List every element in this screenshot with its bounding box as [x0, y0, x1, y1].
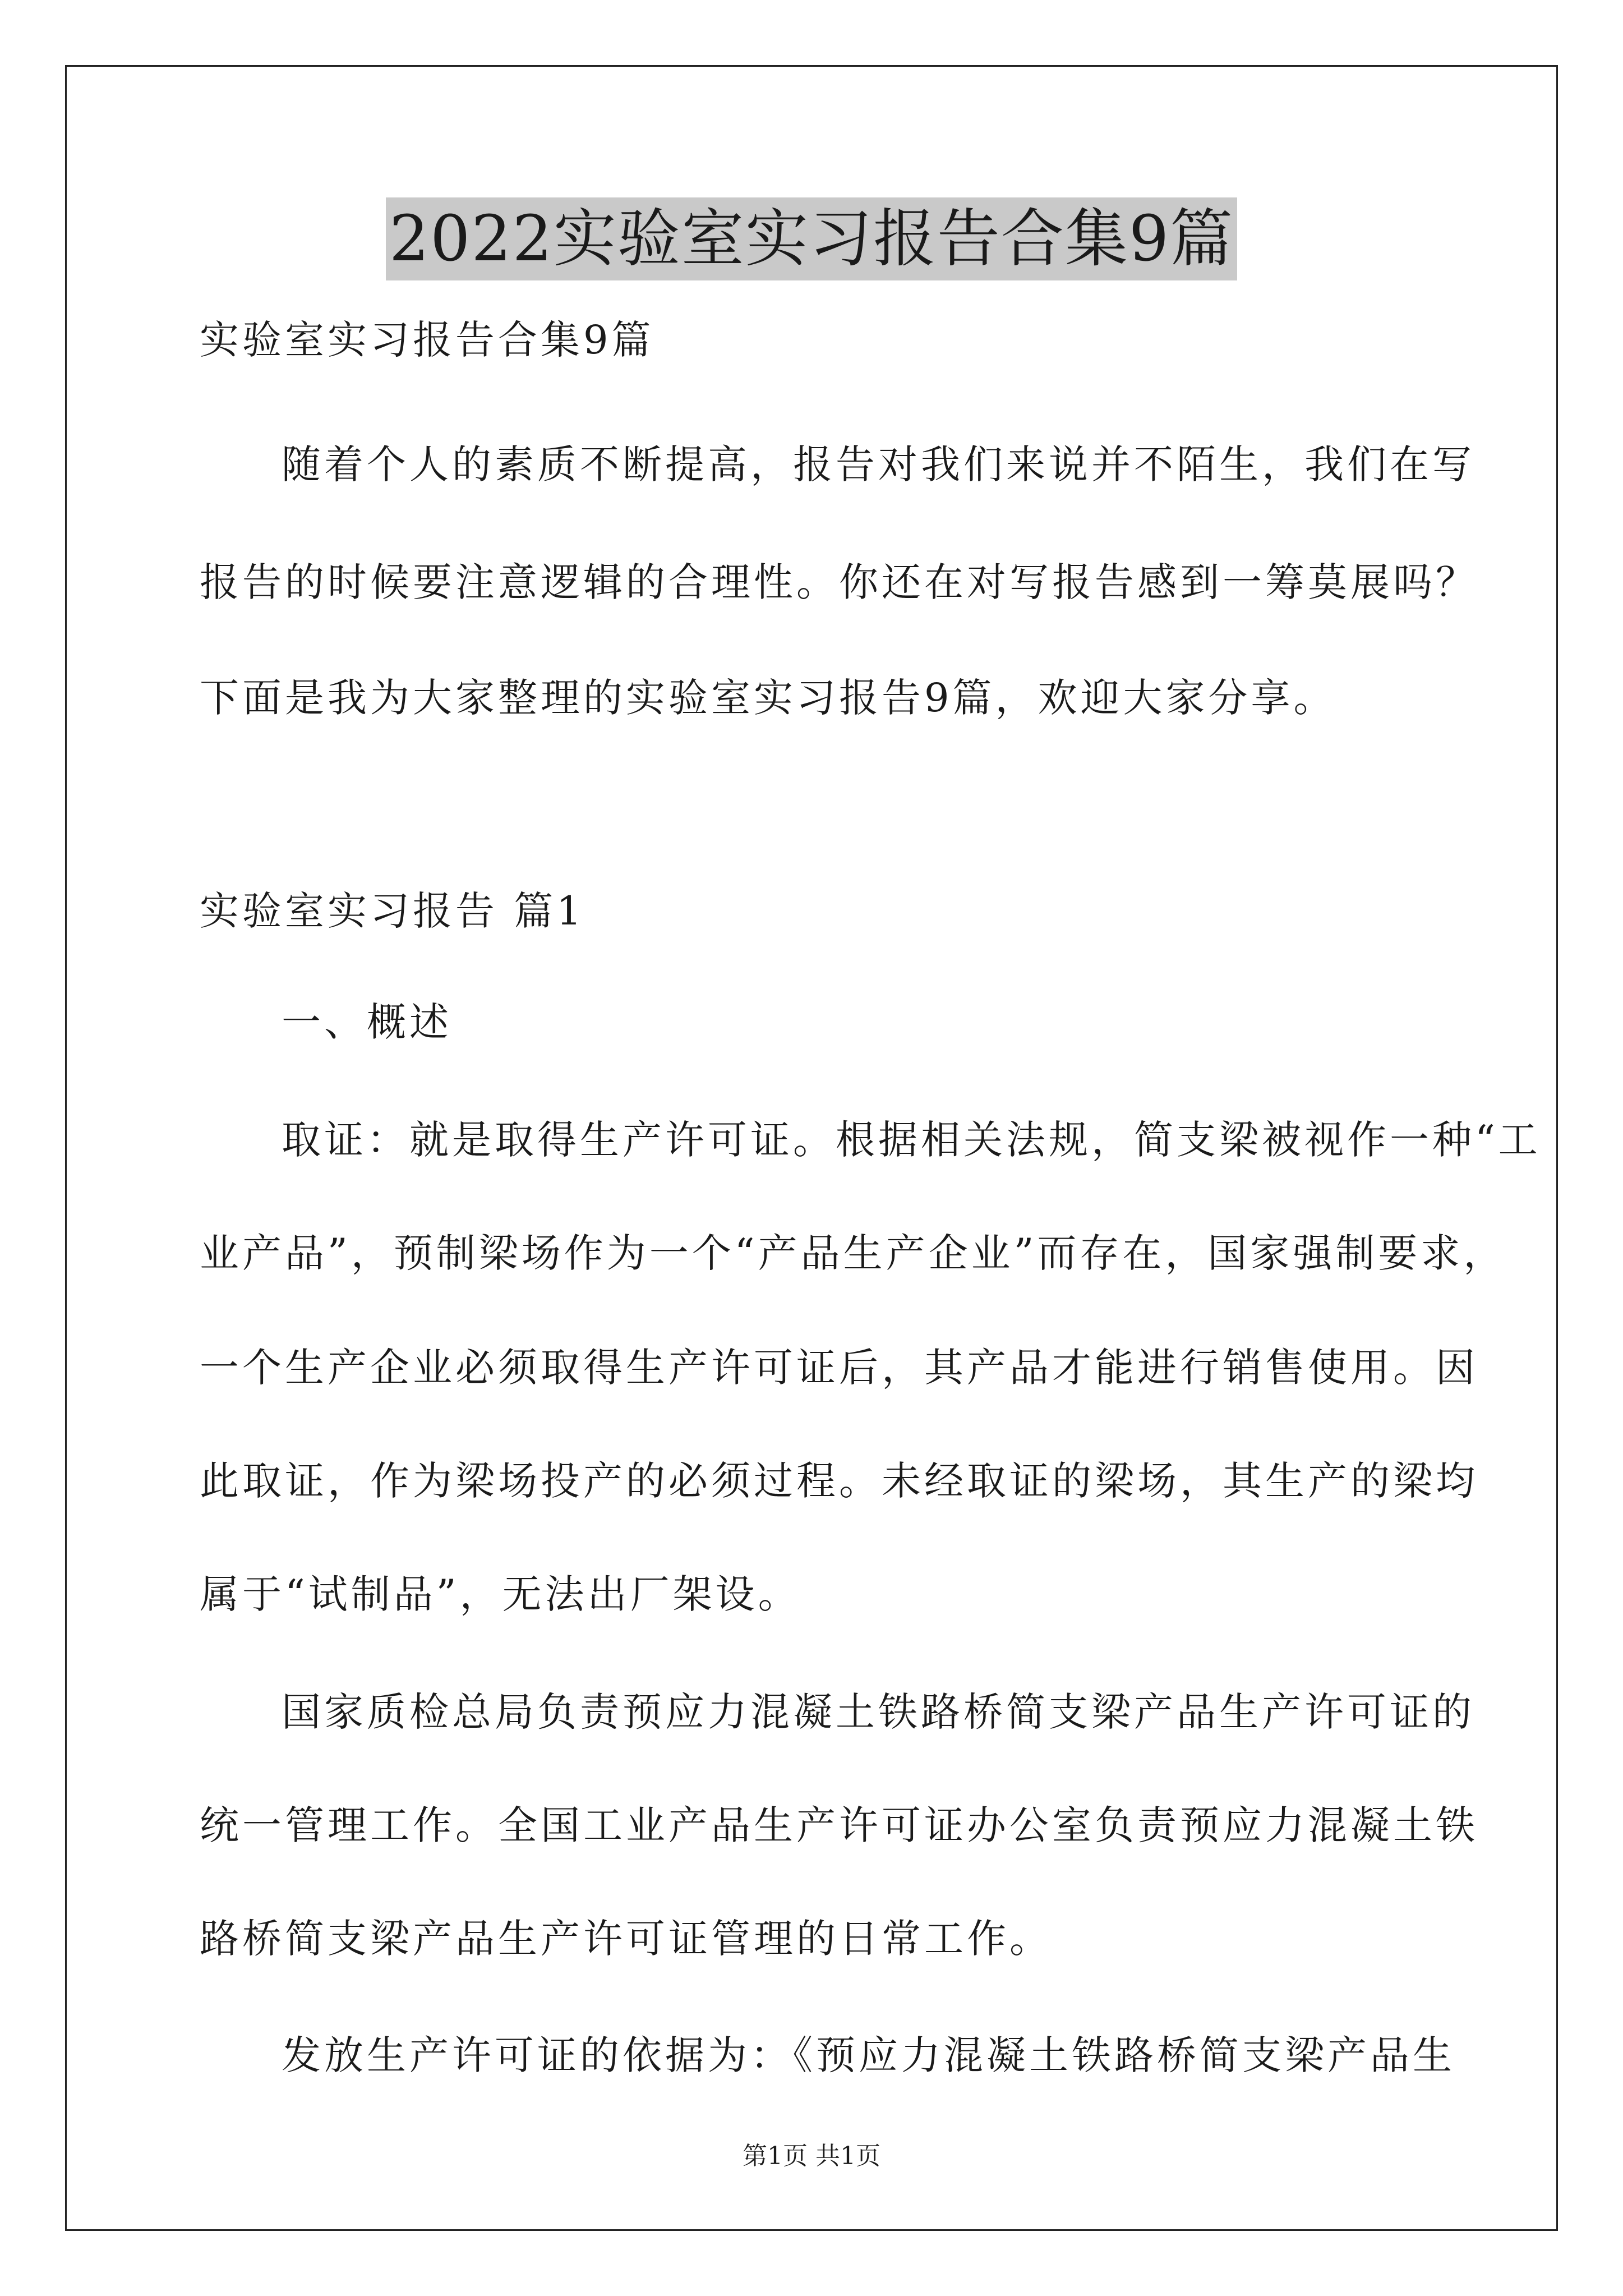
intro-line: 报告的时候要注意逻辑的合理性。你还在对写报告感到一筹莫展吗？ [200, 559, 1478, 605]
paragraph-line: 路桥简支梁产品生产许可证管理的日常工作。 [200, 1916, 1052, 1962]
paragraph-line: 统一管理工作。全国工业产品生产许可证办公室负责预应力混凝土铁 [200, 1802, 1478, 1848]
paragraph-line: 一个生产企业必须取得生产许可证后，其产品才能进行销售使用。因 [200, 1345, 1478, 1391]
paragraph-line: 取证：就是取得生产许可证。根据相关法规，简支梁被视作一种“工 [282, 1117, 1541, 1163]
paragraph-line: 发放生产许可证的依据为：《预应力混凝土铁路桥简支梁产品生 [282, 2032, 1455, 2078]
page-footer: 第1页 共1页 [743, 2142, 880, 2170]
paragraph-line: 此取证，作为梁场投产的必须过程。未经取证的梁场，其生产的梁均 [200, 1458, 1478, 1504]
paragraph-line: 属于“试制品”，无法出厂架设。 [200, 1571, 801, 1617]
subtitle: 实验室实习报告合集9篇 [200, 317, 654, 363]
intro-line: 随着个人的素质不断提高，报告对我们来说并不陌生，我们在写 [282, 441, 1475, 487]
paragraph-line: 国家质检总局负责预应力混凝土铁路桥简支梁产品生产许可证的 [282, 1689, 1475, 1735]
paragraph-line: 业产品”，预制梁场作为一个“产品生产企业”而存在，国家强制要求， [200, 1230, 1506, 1276]
section-heading: 实验室实习报告 篇1 [200, 888, 585, 934]
title-container [0, 197, 1623, 280]
intro-line: 下面是我为大家整理的实验室实习报告9篇，欢迎大家分享。 [200, 675, 1336, 721]
subheading: 一、概述 [282, 999, 452, 1045]
document-title: 2022实验室实习报告合集9篇 [386, 197, 1237, 280]
